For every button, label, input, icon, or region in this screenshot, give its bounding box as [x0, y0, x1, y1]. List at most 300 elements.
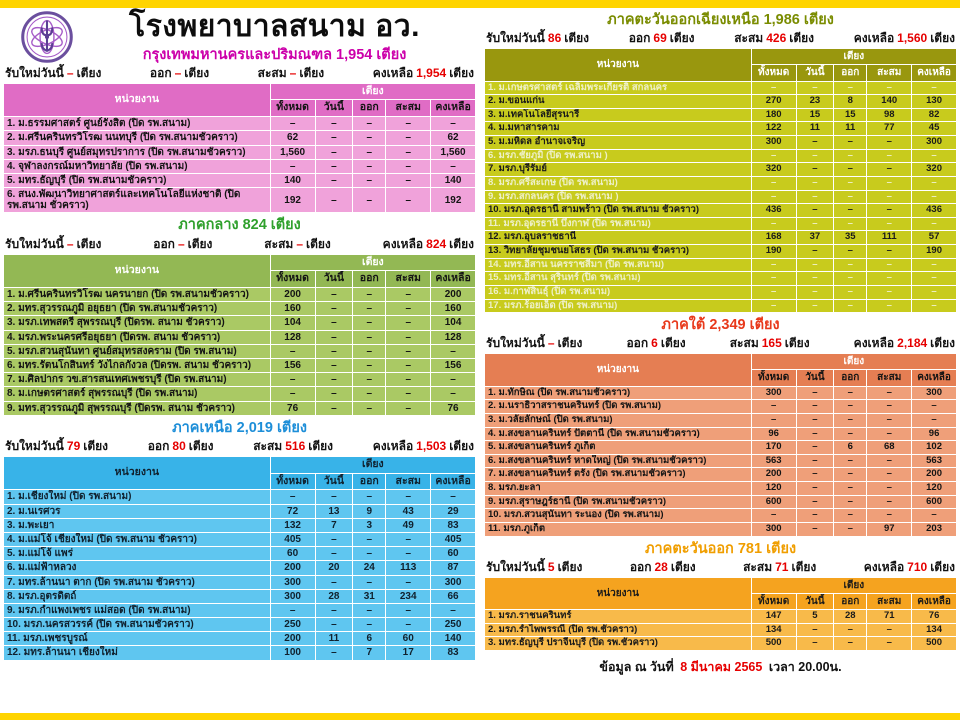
value-cell: 405 — [431, 532, 476, 546]
agency-cell: 2. มทร.สุวรรณภูมิ อยุธยา (ปิด รพ.สนามชั่วคราว) — [4, 302, 271, 316]
value-cell: 300 — [912, 386, 957, 400]
column-subheader: สะสม — [867, 370, 912, 386]
stat-item: สะสม 426 เตียง — [734, 31, 815, 46]
dashboard — [0, 8, 960, 713]
value-cell: – — [315, 117, 353, 131]
value-cell: – — [796, 190, 834, 204]
table-row — [4, 646, 476, 660]
agency-cell: 12. มทร.ล้านนา เชียงใหม่ — [4, 646, 271, 660]
agency-cell: 4. มรภ.พระนครศรีอยุธยา (ปิดรพ. สนาม ชั่วคราว) — [4, 330, 271, 344]
value-cell: – — [912, 272, 957, 286]
value-cell: – — [315, 188, 353, 213]
agency-cell: 2. ม.ศรีนครินทรวิโรฒ นนทบุรี (ปิด รพ.สนามชั่วคราว) — [4, 131, 271, 145]
value-cell: 28 — [834, 610, 867, 624]
value-cell: 76 — [431, 401, 476, 415]
value-cell: – — [834, 413, 867, 427]
agency-cell: 3. มทร.ธัญบุรี ปราจีนบุรี (ปิด รพ.ชั่วคราว) — [485, 637, 752, 651]
agency-cell: 7. ม.ศิลปากร วข.สารสนเทศเพชรบุรี (ปิด รพ.สนาม) — [4, 373, 271, 387]
region-table-bkk — [3, 83, 476, 214]
value-cell: – — [353, 387, 386, 401]
value-cell: – — [353, 547, 386, 561]
agency-cell: 1. ม.เกษตรศาสตร์ เฉลิมพระเกียรติ สกลนคร — [485, 81, 752, 95]
value-cell: 250 — [270, 618, 315, 632]
stat-item: รับใหม่วันนี้ – เตียง — [5, 236, 102, 251]
column-subheader: วันนี้ — [315, 271, 353, 288]
stat-item: สะสม 71 เตียง — [743, 559, 817, 574]
value-cell: – — [912, 176, 957, 190]
value-cell: 83 — [431, 518, 476, 532]
value-cell: – — [912, 509, 957, 523]
agency-cell: 2. ม.ขอนแก่น — [485, 95, 752, 109]
column-subheader: คงเหลือ — [912, 370, 957, 386]
table-row — [4, 589, 476, 603]
value-cell: – — [834, 482, 867, 496]
value-cell: 83 — [431, 646, 476, 660]
value-cell: 300 — [751, 522, 796, 536]
value-cell: – — [867, 190, 912, 204]
value-cell: – — [796, 81, 834, 95]
value-cell: – — [912, 190, 957, 204]
value-cell: 300 — [751, 386, 796, 400]
value-cell: 72 — [270, 504, 315, 518]
table-row — [4, 188, 476, 213]
value-cell: – — [353, 603, 386, 617]
value-cell: 200 — [431, 288, 476, 302]
column-subheader: วันนี้ — [796, 65, 834, 81]
value-cell: 87 — [431, 561, 476, 575]
value-cell: 62 — [270, 131, 315, 145]
value-cell: – — [796, 136, 834, 150]
table-row — [4, 547, 476, 561]
value-cell: – — [834, 454, 867, 468]
value-cell: 200 — [912, 468, 957, 482]
table-row — [485, 299, 957, 313]
value-cell: 96 — [751, 427, 796, 441]
table-row — [485, 176, 957, 190]
value-cell: – — [834, 509, 867, 523]
value-cell: 43 — [386, 504, 431, 518]
value-cell: 120 — [751, 482, 796, 496]
footer-prefix: ข้อมูล ณ วันที่ — [599, 659, 674, 674]
value-cell: 320 — [912, 163, 957, 177]
table-row — [4, 159, 476, 173]
value-cell: – — [431, 603, 476, 617]
table-row — [485, 637, 957, 651]
column-subheader: ทั้งหมด — [751, 370, 796, 386]
value-cell: – — [353, 288, 386, 302]
value-cell: – — [867, 217, 912, 231]
table-row — [4, 618, 476, 632]
column-header: เตียง — [270, 83, 475, 100]
value-cell: – — [353, 330, 386, 344]
column-subheader: ออก — [834, 593, 867, 609]
value-cell: 500 — [751, 637, 796, 651]
table-row — [4, 632, 476, 646]
value-cell: 9 — [353, 504, 386, 518]
value-cell: 100 — [270, 646, 315, 660]
agency-cell: 6. มทร.รัตนโกสินทร์ วังไกลกังวล (ปิดรพ. สนาม ชั่วคราว) — [4, 359, 271, 373]
column-subheader: ทั้งหมด — [751, 65, 796, 81]
value-cell: 8 — [834, 95, 867, 109]
agency-cell: 10. มรภ.อุดรธานี สามพร้าว (ปิด รพ.สนาม ชั่วคราว) — [485, 204, 752, 218]
value-cell: – — [867, 427, 912, 441]
value-cell: – — [353, 302, 386, 316]
value-cell: 300 — [270, 575, 315, 589]
value-cell: 23 — [796, 95, 834, 109]
value-cell: – — [867, 468, 912, 482]
column-subheader: สะสม — [386, 473, 431, 490]
value-cell: – — [751, 299, 796, 313]
table-row — [485, 285, 957, 299]
value-cell: 1,560 — [431, 145, 476, 159]
table-row — [485, 386, 957, 400]
value-cell: – — [796, 454, 834, 468]
value-cell: 31 — [353, 589, 386, 603]
value-cell: 15 — [834, 108, 867, 122]
value-cell: – — [834, 245, 867, 259]
value-cell: – — [867, 136, 912, 150]
stat-item: รับใหม่วันนี้ 79 เตียง — [5, 438, 109, 453]
value-cell: – — [796, 637, 834, 651]
agency-cell: 4. ม.มหาสารคาม — [485, 122, 752, 136]
region-table-central — [3, 254, 476, 416]
value-cell: 160 — [270, 302, 315, 316]
agency-cell: 8. ม.เกษตรศาสตร์ สุพรรณบุรี (ปิด รพ.สนาม) — [4, 387, 271, 401]
value-cell: – — [867, 299, 912, 313]
value-cell: – — [796, 441, 834, 455]
value-cell: 20 — [315, 561, 353, 575]
value-cell: – — [867, 272, 912, 286]
region-section-south — [484, 335, 957, 536]
value-cell: – — [386, 145, 431, 159]
value-cell: – — [796, 245, 834, 259]
value-cell: 120 — [912, 482, 957, 496]
value-cell: 68 — [867, 441, 912, 455]
table-row — [485, 108, 957, 122]
stat-item: คงเหลือ 1,503 เตียง — [372, 438, 474, 453]
agency-cell: 1. ม.เชียงใหม่ (ปิด รพ.สนาม) — [4, 490, 271, 504]
value-cell: 192 — [431, 188, 476, 213]
value-cell: – — [796, 217, 834, 231]
agency-cell: 3. ม.เทคโนโลยีสุรนารี — [485, 108, 752, 122]
table-row — [485, 163, 957, 177]
value-cell: – — [867, 149, 912, 163]
page-header — [3, 11, 476, 65]
value-cell: – — [867, 495, 912, 509]
value-cell: – — [751, 190, 796, 204]
value-cell: 102 — [912, 441, 957, 455]
table-row — [485, 441, 957, 455]
value-cell: 563 — [912, 454, 957, 468]
value-cell: – — [353, 344, 386, 358]
region-stats — [5, 237, 474, 252]
agency-cell: 11. มรภ.อุดรธานี บึงกาฬ (ปิด รพ.สนาม) — [485, 217, 752, 231]
region-table-east — [484, 577, 957, 651]
value-cell: – — [796, 413, 834, 427]
value-cell: 600 — [912, 495, 957, 509]
agency-cell: 1. ม.ศรีนครินทรวิโรฒ นครนายก (ปิด รพ.สนามชั่วคราว) — [4, 288, 271, 302]
value-cell: – — [834, 285, 867, 299]
value-cell: – — [386, 173, 431, 187]
value-cell: – — [386, 288, 431, 302]
value-cell: – — [270, 490, 315, 504]
value-cell: – — [796, 427, 834, 441]
table-row — [485, 468, 957, 482]
value-cell: – — [834, 495, 867, 509]
column-subheader: คงเหลือ — [431, 100, 476, 117]
agency-cell: 6. ม.แม่ฟ้าหลวง — [4, 561, 271, 575]
value-cell: – — [431, 373, 476, 387]
table-row — [4, 518, 476, 532]
value-cell: 11 — [315, 632, 353, 646]
stat-item: คงเหลือ 710 เตียง — [863, 559, 955, 574]
stat-item: ออก – เตียง — [153, 236, 213, 251]
value-cell: – — [867, 454, 912, 468]
value-cell: – — [867, 413, 912, 427]
value-cell: 66 — [431, 589, 476, 603]
agency-cell: 6. ม.สงขลานครินทร์ หาดใหญ่ (ปิด รพ.สนามชั่วคราว) — [485, 454, 752, 468]
value-cell: – — [315, 288, 353, 302]
value-cell: – — [431, 344, 476, 358]
value-cell: – — [796, 482, 834, 496]
table-row — [4, 532, 476, 546]
value-cell: – — [834, 522, 867, 536]
table-row — [485, 122, 957, 136]
region-section-east — [484, 559, 957, 651]
value-cell: – — [834, 204, 867, 218]
value-cell: – — [834, 468, 867, 482]
value-cell: – — [315, 173, 353, 187]
value-cell: 200 — [270, 288, 315, 302]
value-cell: 134 — [751, 623, 796, 637]
value-cell: 405 — [270, 532, 315, 546]
table-row — [4, 387, 476, 401]
value-cell: – — [386, 603, 431, 617]
value-cell: – — [315, 373, 353, 387]
agency-cell: 10. มรภ.สวนสุนันทา ระนอง (ปิด รพ.สนาม) — [485, 509, 752, 523]
value-cell: – — [315, 618, 353, 632]
value-cell: – — [353, 532, 386, 546]
agency-cell: 5. มทร.ธัญบุรี (ปิด รพ.สนามชั่วคราว) — [4, 173, 271, 187]
table-row — [4, 504, 476, 518]
agency-cell: 2. ม.นเรศวร — [4, 504, 271, 518]
table-row — [485, 522, 957, 536]
value-cell: – — [751, 81, 796, 95]
value-cell: – — [315, 330, 353, 344]
value-cell: 15 — [796, 108, 834, 122]
value-cell: – — [315, 145, 353, 159]
value-cell: 113 — [386, 561, 431, 575]
column-header: เตียง — [270, 456, 475, 473]
column-subheader: วันนี้ — [315, 473, 353, 490]
value-cell: – — [867, 163, 912, 177]
value-cell: 5 — [796, 610, 834, 624]
value-cell: 140 — [431, 173, 476, 187]
agency-cell: 6. สนง.พัฒนาวิทยาศาสตร์และเทคโนโลยีแห่งชาติ (ปิด รพ.สนาม ชั่วคราว) — [4, 188, 271, 213]
region-stats — [486, 336, 955, 351]
agency-cell: 4. ม.สงขลานครินทร์ ปัตตานี (ปิด รพ.สนามชั่วคราว) — [485, 427, 752, 441]
value-cell: – — [353, 618, 386, 632]
value-cell: 600 — [751, 495, 796, 509]
table-row — [4, 288, 476, 302]
value-cell: 122 — [751, 122, 796, 136]
value-cell: 156 — [270, 359, 315, 373]
table-row — [4, 373, 476, 387]
value-cell: – — [751, 149, 796, 163]
value-cell: – — [867, 245, 912, 259]
table-row — [4, 173, 476, 187]
stat-item: คงเหลือ 824 เตียง — [382, 236, 474, 251]
region-stats — [486, 31, 955, 46]
agency-cell: 1. มรภ.ราชนครินทร์ — [485, 610, 752, 624]
data-timestamp — [484, 659, 957, 675]
value-cell: 60 — [386, 632, 431, 646]
value-cell: 200 — [270, 632, 315, 646]
value-cell: 500 — [912, 637, 957, 651]
region-table-north — [3, 456, 476, 661]
value-cell: – — [834, 400, 867, 414]
value-cell: – — [315, 547, 353, 561]
stat-item: สะสม – เตียง — [257, 65, 325, 80]
stat-item: ออก 28 เตียง — [629, 559, 696, 574]
value-cell: 140 — [431, 632, 476, 646]
agency-cell: 3. ม.พะเยา — [4, 518, 271, 532]
agency-cell: 2. ม.นราธิวาสราชนครินทร์ (ปิด รพ.สนาม) — [485, 400, 752, 414]
value-cell: – — [834, 190, 867, 204]
agency-cell: 3. มรภ.ธนบุรี ศูนย์สมุทรปราการ (ปิด รพ.สนามชั่วคราว) — [4, 145, 271, 159]
column-header: หน่วยงาน — [485, 577, 752, 609]
value-cell: 134 — [912, 623, 957, 637]
value-cell: 98 — [867, 108, 912, 122]
column-header: หน่วยงาน — [4, 83, 271, 117]
value-cell: 563 — [751, 454, 796, 468]
value-cell: 13 — [315, 504, 353, 518]
table-row — [4, 359, 476, 373]
table-row — [4, 401, 476, 415]
value-cell: 300 — [431, 575, 476, 589]
value-cell: 17 — [386, 646, 431, 660]
value-cell: – — [867, 623, 912, 637]
value-cell: 62 — [431, 131, 476, 145]
value-cell: 156 — [431, 359, 476, 373]
value-cell: – — [834, 136, 867, 150]
bottom-accent-bar — [0, 713, 960, 720]
value-cell: 436 — [912, 204, 957, 218]
agency-cell: 1. ม.ธรรมศาสตร์ ศูนย์รังสิต (ปิด รพ.สนาม) — [4, 117, 271, 131]
value-cell: 76 — [270, 401, 315, 415]
value-cell: 128 — [270, 330, 315, 344]
value-cell: – — [796, 386, 834, 400]
value-cell: 180 — [751, 108, 796, 122]
stat-item: ออก 80 เตียง — [147, 438, 214, 453]
table-row — [485, 623, 957, 637]
column-subheader: ทั้งหมด — [270, 473, 315, 490]
value-cell: 77 — [867, 122, 912, 136]
value-cell: – — [751, 400, 796, 414]
agency-cell: 15. มทร.อีสาน สุรินทร์ (ปิด รพ.สนาม) — [485, 272, 752, 286]
value-cell: 104 — [270, 316, 315, 330]
value-cell: 140 — [867, 95, 912, 109]
region-title-bkk: กรุงเทพมหานครและปริมณฑล 1,954 เตียง — [142, 46, 407, 63]
value-cell: 130 — [912, 95, 957, 109]
column-header: หน่วยงาน — [4, 254, 271, 288]
region-table-south — [484, 353, 957, 536]
column-subheader: ทั้งหมด — [270, 100, 315, 117]
value-cell: – — [796, 176, 834, 190]
value-cell: 170 — [751, 441, 796, 455]
value-cell: – — [796, 149, 834, 163]
agency-cell: 3. มรภ.เทพสตรี สุพรรณบุรี (ปิดรพ. สนาม ชั่วคราว) — [4, 316, 271, 330]
value-cell: 200 — [270, 561, 315, 575]
value-cell: – — [386, 373, 431, 387]
value-cell: – — [751, 176, 796, 190]
table-row — [485, 454, 957, 468]
value-cell: – — [353, 117, 386, 131]
table-row — [485, 136, 957, 150]
value-cell: – — [353, 188, 386, 213]
value-cell: – — [270, 117, 315, 131]
value-cell: 82 — [912, 108, 957, 122]
table-row — [485, 427, 957, 441]
value-cell: – — [796, 509, 834, 523]
value-cell: – — [912, 299, 957, 313]
region-table-ne — [484, 48, 957, 313]
value-cell: – — [912, 258, 957, 272]
value-cell: – — [751, 509, 796, 523]
value-cell: 7 — [353, 646, 386, 660]
agency-cell: 7. มรภ.บุรีรัมย์ — [485, 163, 752, 177]
value-cell: – — [386, 330, 431, 344]
value-cell: – — [386, 131, 431, 145]
value-cell: – — [353, 316, 386, 330]
column-header: เตียง — [751, 354, 956, 370]
table-row — [485, 509, 957, 523]
value-cell: – — [315, 401, 353, 415]
footer-time: เวลา 20.00น. — [768, 659, 842, 674]
column-header: หน่วยงาน — [485, 49, 752, 81]
value-cell: – — [386, 359, 431, 373]
agency-cell: 14. มทร.อีสาน นครราชสีมา (ปิด รพ.สนาม) — [485, 258, 752, 272]
value-cell: 76 — [912, 610, 957, 624]
value-cell: – — [353, 359, 386, 373]
value-cell: – — [353, 145, 386, 159]
column-header: หน่วยงาน — [485, 354, 752, 386]
value-cell: – — [834, 149, 867, 163]
header-text — [73, 11, 476, 65]
value-cell: 104 — [431, 316, 476, 330]
value-cell: – — [315, 131, 353, 145]
table-row — [485, 258, 957, 272]
value-cell: – — [315, 387, 353, 401]
value-cell: – — [386, 490, 431, 504]
value-cell: 35 — [834, 231, 867, 245]
value-cell: 49 — [386, 518, 431, 532]
value-cell: – — [353, 131, 386, 145]
value-cell: – — [386, 387, 431, 401]
value-cell: – — [353, 401, 386, 415]
stat-item: คงเหลือ 1,560 เตียง — [853, 31, 955, 46]
value-cell: 60 — [431, 547, 476, 561]
column-subheader: ออก — [353, 100, 386, 117]
column-subheader: สะสม — [386, 100, 431, 117]
footer-date: 8 มีนาคม 2565 — [680, 659, 763, 674]
value-cell: – — [431, 159, 476, 173]
region-stats — [5, 66, 474, 81]
table-row — [4, 575, 476, 589]
column-subheader: วันนี้ — [796, 593, 834, 609]
value-cell: – — [834, 163, 867, 177]
value-cell: – — [834, 258, 867, 272]
